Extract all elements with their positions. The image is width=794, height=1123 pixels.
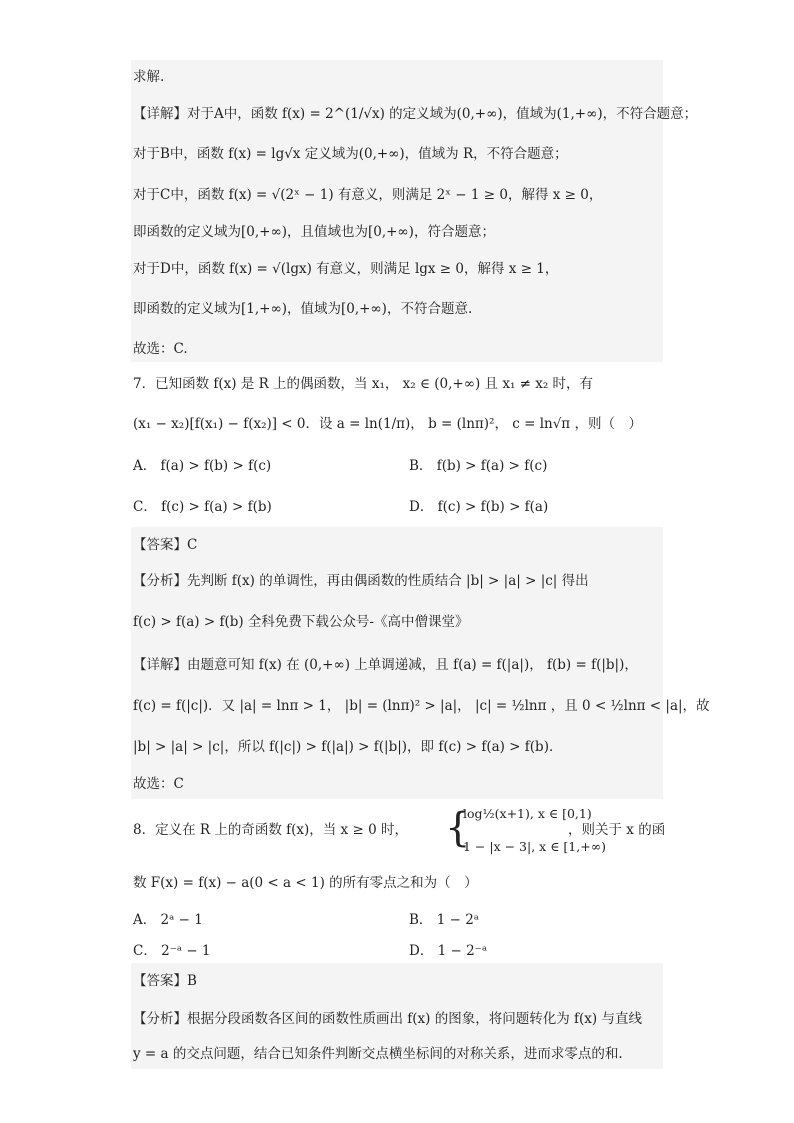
option-b: B． 1 − 2ᵃ	[409, 912, 479, 928]
text-line: 故选：C.	[133, 341, 188, 357]
analysis-text: 【分析】先判断 f(x) 的单调性，再由偶函数的性质结合 |b| > |a| > |c| 得出	[133, 573, 589, 589]
question-8-stem: 8．定义在 R 上的奇函数 f(x)，当 x ≥ 0 时，	[133, 822, 408, 838]
text-line: 对于B中，函数 f(x) = lg√x 定义域为(0,+∞)，值域为 R，不符合题意；	[133, 146, 568, 162]
text-line: 【详解】对于A中，函数 f(x) = 2^(1/√x) 的定义域为(0,+∞)，值域为(1,+∞)，不符合题意；	[133, 106, 698, 122]
answer-label: 【答案】B	[133, 973, 197, 989]
text-line: 求解.	[133, 69, 165, 85]
piecewise-brace: {	[445, 805, 471, 851]
option-c: C． 2⁻ᵃ − 1	[133, 943, 211, 959]
question-8-stem: 数 F(x) = f(x) − a(0 < a < 1) 的所有零点之和为（ ）	[133, 875, 478, 891]
text-line: 对于C中，函数 f(x) = √(2ˣ − 1) 有意义，则满足 2ˣ − 1 ≥ 0，解得 x ≥ 0，	[133, 187, 603, 203]
option-c: C． f(c) > f(a) > f(b)	[133, 499, 272, 515]
piece-1: log½(x+1), x ∈ [0,1)	[463, 806, 592, 821]
option-b: B． f(b) > f(a) > f(c)	[409, 458, 548, 474]
text-line: 即函数的定义域为[0,+∞)，且值域也为[0,+∞)，符合题意；	[133, 224, 495, 240]
detail-text: f(c) = f(|c|)．又 |a| = lnπ > 1， |b| = (lnπ)² > |a|， |c| = ½lnπ ，且 0 < ½lnπ < |a|，故	[133, 698, 710, 714]
option-a: A． 2ᵃ − 1	[133, 912, 203, 928]
text-line: 即函数的定义域为[1,+∞)，值域为[0,+∞)，不符合题意.	[133, 301, 473, 317]
question-8-stem-tail: ，则关于 x 的函	[568, 822, 666, 838]
question-7-stem: 7．已知函数 f(x) 是 R 上的偶函数，当 x₁， x₂ ∈ (0,+∞) 且 x₁ ≠ x₂ 时，有	[133, 376, 594, 392]
detail-text: 【详解】由题意可知 f(x) 在 (0,+∞) 上单调递减，且 f(a) = f(|a|)， f(b) = f(|b|)，	[133, 657, 638, 673]
piece-2: 1 − |x − 3|, x ∈ [1,+∞)	[463, 839, 606, 854]
detail-text: |b| > |a| > |c|，所以 f(|c|) > f(|a|) > f(|b|)，即 f(c) > f(a) > f(b)．	[133, 739, 563, 755]
analysis-text: y = a 的交点问题，结合已知条件判断交点横坐标间的对称关系，进而求零点的和.	[133, 1046, 623, 1062]
option-a: A． f(a) > f(b) > f(c)	[133, 458, 272, 474]
question-7-stem: (x₁ − x₂)[f(x₁) − f(x₂)] < 0．设 a = ln(1/π)， b = (lnπ)²， c = ln√π ，则（ ）	[133, 416, 642, 432]
option-d: D． 1 − 2⁻ᵃ	[409, 943, 488, 959]
analysis-text: f(c) > f(a) > f(b) 全科免费下载公众号-《高中僧课堂》	[133, 614, 469, 630]
answer-label: 【答案】C	[133, 537, 198, 553]
analysis-text: 【分析】根据分段函数各区间的函数性质画出 f(x) 的图象，将问题转化为 f(x) 与直线	[133, 1011, 642, 1027]
choose-text: 故选：C	[133, 776, 184, 792]
option-d: D． f(c) > f(b) > f(a)	[409, 499, 549, 515]
text-line: 对于D中，函数 f(x) = √(lgx) 有意义，则满足 lgx ≥ 0，解得 x ≥ 1，	[133, 261, 559, 277]
